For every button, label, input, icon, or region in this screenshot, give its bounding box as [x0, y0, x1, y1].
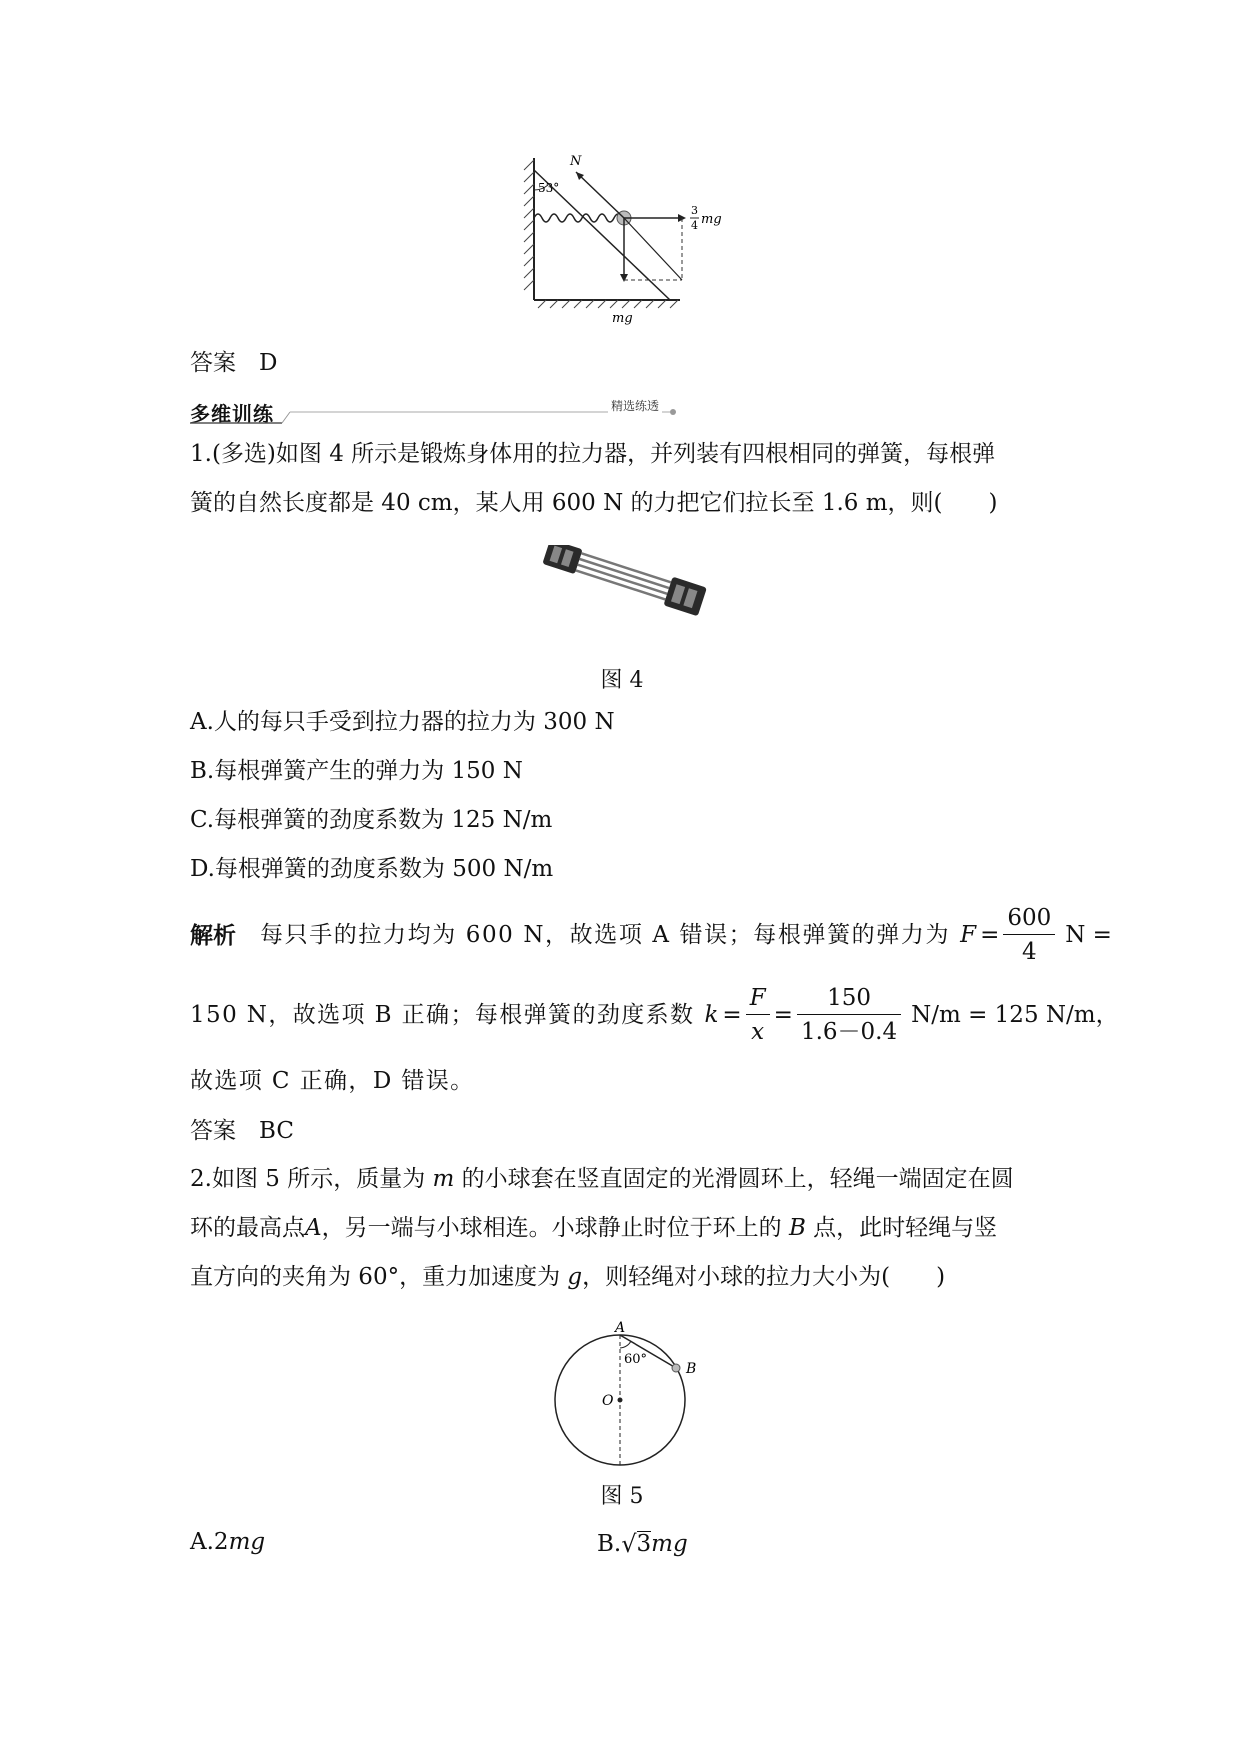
q1-stem-line2: 簧的自然长度都是 40 cm，某人用 600 N 的力把它们拉长至 1.6 m，则( )	[190, 490, 998, 516]
answer-value: D	[259, 350, 278, 376]
section-header-rule	[190, 396, 680, 426]
force-diagram-figure	[520, 150, 740, 330]
q2-text: 的小球套在竖直固定的光滑圆环上，轻绳一端固定在圆	[461, 1166, 1014, 1192]
q2-text: ，另一端与小球相连。小球静止时位于环上的	[321, 1215, 782, 1241]
q2-stem-line3	[190, 1266, 945, 1289]
q2-var-A: A	[305, 1215, 322, 1241]
fraction-den: x	[751, 1018, 765, 1045]
force-unit-label: mg	[701, 212, 722, 227]
q1-option-c[interactable]: C.每根弹簧的劲度系数为 125 N/m	[190, 807, 553, 833]
q2-var-m: m	[432, 1166, 455, 1192]
section-header	[190, 396, 680, 426]
analysis-text-2: 150 N，故选项 B 正确；每根弹簧的劲度系数	[190, 1001, 695, 1028]
figure-5-caption: 图 5	[600, 1484, 644, 1509]
section-tag: 精选练透	[608, 397, 662, 414]
fraction-150-over-1.2	[797, 984, 901, 1045]
q2-text: 直方向的夹角为 60°，重力加速度为	[190, 1264, 561, 1290]
point-O-label: O	[602, 1393, 614, 1409]
q2-text: 点，此时轻绳与竖	[813, 1215, 998, 1241]
sqrt-sign: √	[621, 1530, 637, 1558]
point-A-label: A	[615, 1320, 626, 1336]
q2-var-g: g	[567, 1264, 583, 1290]
section-title: 多维训练	[190, 402, 274, 426]
fraction-den: 1.6－0.4	[800, 1018, 898, 1045]
analysis-tail-1: N =	[1065, 921, 1112, 948]
q1-analysis-line1	[190, 905, 1112, 965]
fraction-num: F	[746, 987, 770, 1015]
chest-expander-image	[530, 545, 710, 635]
weight-label: mg	[612, 311, 633, 326]
q2-text: 环的最高点	[190, 1215, 305, 1241]
fraction-F-over-x	[746, 984, 770, 1045]
analysis-var-k: k	[704, 1001, 719, 1028]
analysis-eq-1: =	[980, 921, 1000, 948]
point-B-label: B	[686, 1361, 697, 1377]
option-label: A.2	[190, 1529, 229, 1555]
fraction-num: 600	[1003, 907, 1055, 935]
q2-text: 2.如图 5 所示，质量为	[190, 1166, 426, 1192]
fraction-600-over-4	[1003, 904, 1055, 965]
q1-option-b[interactable]: B.每根弹簧产生的弹力为 150 N	[190, 758, 523, 784]
angle-label: 53°	[538, 181, 560, 195]
q2-option-b[interactable]	[597, 1531, 688, 1556]
figure-4-caption: 图 4	[600, 668, 644, 693]
analysis-eq-3: =	[773, 1001, 793, 1028]
q2-var-B: B	[788, 1215, 806, 1241]
analysis-var-F: F	[960, 921, 977, 948]
q1-stem-line1: 1.(多选)如图 4 所示是锻炼身体用的拉力器，并列装有四根相同的弹簧，每根弹	[190, 441, 996, 467]
q1-analysis-line3: 故选项 C 正确，D 错误。	[190, 1068, 475, 1094]
force-fraction-den: 4	[691, 219, 698, 232]
analysis-tail-2: N/m = 125 N/m，	[911, 1001, 1119, 1028]
fraction-den: 4	[1021, 938, 1037, 965]
q1-answer	[190, 1120, 294, 1143]
force-N-label: N	[570, 154, 582, 169]
q2-option-a[interactable]	[190, 1531, 265, 1554]
analysis-text-1: 每只手的拉力均为 600 N，故选项 A 错误；每根弹簧的弹力为	[260, 921, 951, 948]
answer-value: BC	[259, 1118, 294, 1144]
option-unit: mg	[228, 1529, 266, 1555]
option-label: B.	[597, 1531, 622, 1557]
q1-option-d[interactable]: D.每根弹簧的劲度系数为 500 N/m	[190, 856, 554, 882]
answer-label: 答案	[190, 350, 236, 376]
answer-label: 答案	[190, 1118, 236, 1144]
sqrt-radicand: 3	[636, 1531, 652, 1557]
q1-analysis-line2	[190, 985, 1119, 1045]
q1-option-a[interactable]: A.人的每只手受到拉力器的拉力为 300 N	[190, 709, 615, 735]
angle-60-label: 60°	[624, 1352, 648, 1367]
analysis-label: 解析	[190, 921, 236, 949]
q2-stem-line1	[190, 1168, 1014, 1191]
fraction-num: 150	[797, 987, 901, 1015]
analysis-eq-2: =	[722, 1001, 742, 1028]
previous-answer	[190, 352, 277, 375]
q2-text: ，则轻绳对小球的拉力大小为( )	[582, 1264, 946, 1290]
q2-stem-line2	[190, 1217, 997, 1240]
ring-diagram-figure	[540, 1308, 710, 1468]
force-fraction-num: 3	[691, 204, 698, 217]
option-unit: mg	[651, 1531, 688, 1557]
